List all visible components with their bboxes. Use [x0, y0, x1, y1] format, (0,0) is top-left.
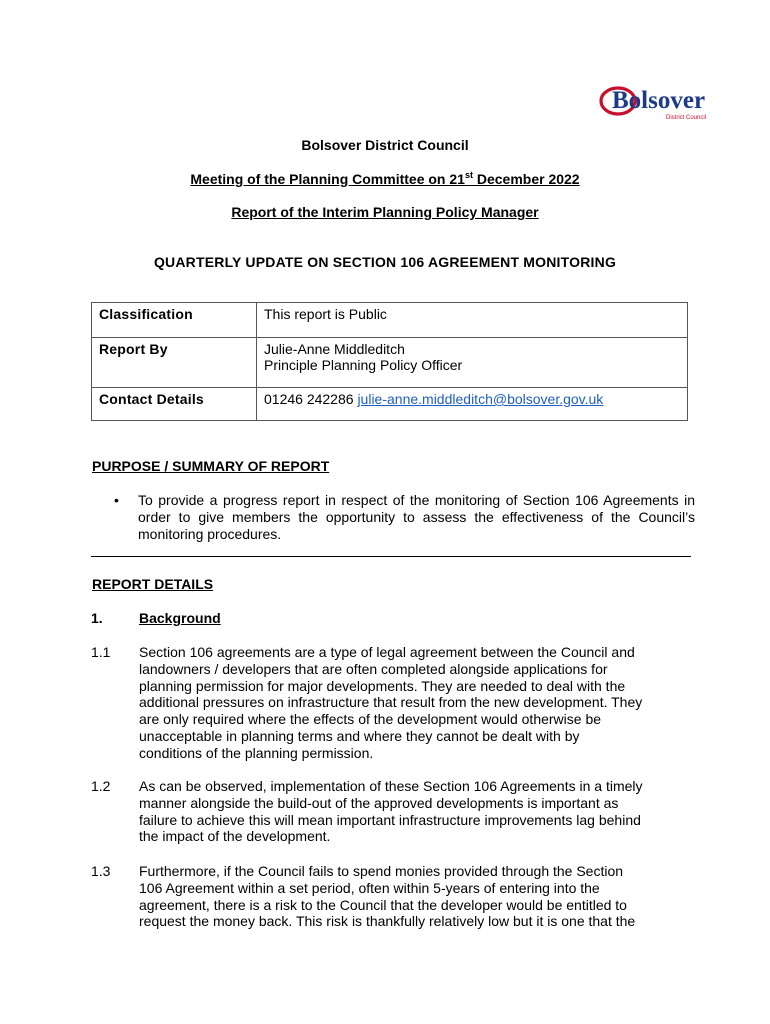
table-row — [92, 338, 688, 388]
report-of-line: Report of the Interim Planning Policy Manager — [231, 204, 539, 220]
paragraph-line: conditions of the planning permission. — [139, 744, 374, 761]
paragraph-number: 1.3 — [91, 863, 111, 879]
paragraph-line: As can be observed, implementation of these Section 106 Agreements in a timely — [139, 778, 643, 794]
report-by-value — [257, 338, 688, 388]
paragraph-line: planning permission for major developments. They are needed to deal with the — [139, 677, 626, 694]
classification-value: This report is Public — [257, 303, 688, 338]
contact-label: Contact Details — [92, 388, 257, 421]
bolsover-logo-graphic — [598, 84, 732, 122]
paragraph-line: are only required where the effects of the development would otherwise be — [139, 711, 602, 728]
report-details-heading: REPORT DETAILS — [92, 576, 214, 592]
logo-subtitle: District Council — [666, 115, 707, 121]
logo-wordmark: Bolsover — [612, 87, 706, 114]
paragraph-line: manner alongside the build-out of the approved developments is important as — [139, 794, 619, 811]
council-name: Bolsover District Council — [301, 137, 469, 153]
paragraph-line: additional pressures on infrastructure that result from the new development. They — [139, 694, 643, 711]
purpose-bullet-text: To provide a progress report in respect of the monitoring of Section 106 Agreements in order to give members the opportunity to assess the effectiveness of the Council’s monitoring procedures. — [138, 492, 695, 542]
meeting-text: Meeting of the Planning Committee on 21 — [190, 171, 465, 187]
paragraph-number: 1.2 — [91, 778, 111, 794]
report-by-label: Report By — [92, 338, 257, 388]
table-row — [92, 388, 688, 421]
paragraph-line: landowners / developers that are often completed alongside applications for — [139, 660, 608, 677]
table-row — [92, 303, 688, 338]
section-title: Background — [139, 610, 221, 626]
contact-email-link[interactable]: julie-anne.middleditch@bolsover.gov.uk — [357, 391, 604, 407]
paragraph-line: failure to achieve this will mean important infrastructure improvements lag behind — [139, 811, 641, 828]
meeting-date-suffix: st — [464, 170, 473, 180]
paragraph-line: unacceptable in planning terms and where they cannot be dealt with by — [139, 727, 580, 744]
paragraph-1-3 — [139, 863, 719, 930]
council-logo — [598, 84, 732, 122]
paragraph-line: Furthermore, if the Council fails to spend monies provided through the Section — [139, 863, 624, 879]
contact-value — [257, 388, 688, 421]
paragraph-number: 1.1 — [91, 644, 111, 660]
section-number: 1. — [91, 610, 103, 626]
paragraph-line: 106 Agreement within a set period, often within 5-years of entering into the — [139, 879, 600, 896]
paragraph-line: the impact of the development. — [139, 828, 331, 845]
contact-phone: 01246 242286 — [264, 391, 354, 407]
paragraph-line: agreement, there is a risk to the Council that the developer would be entitled to — [139, 896, 627, 913]
meeting-line — [0, 171, 770, 187]
paragraph-1-1 — [139, 644, 719, 762]
purpose-heading: PURPOSE / SUMMARY OF REPORT — [92, 458, 330, 474]
report-info-table — [91, 302, 688, 421]
paragraph-line: Section 106 agreements are a type of legal agreement between the Council and — [139, 644, 635, 660]
bullet-icon: • — [114, 492, 119, 508]
paragraph-line: request the money back. This risk is thankfully relatively low but it is one that the — [139, 913, 636, 930]
classification-label: Classification — [92, 303, 257, 338]
report-title: QUARTERLY UPDATE ON SECTION 106 AGREEMENT MONITORING — [153, 254, 617, 270]
meeting-month-year: December 2022 — [472, 171, 580, 187]
report-by-role: Principle Planning Policy Officer — [264, 357, 463, 373]
paragraph-1-2 — [139, 778, 719, 845]
divider — [91, 556, 691, 557]
report-by-name: Julie-Anne Middleditch — [264, 341, 405, 357]
